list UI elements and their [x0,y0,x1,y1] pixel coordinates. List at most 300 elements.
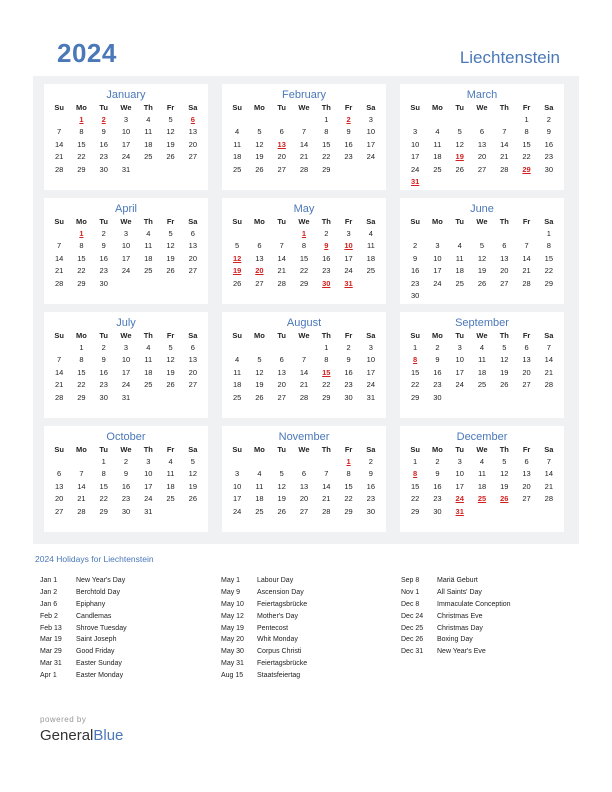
day-cell: 19 [166,139,175,149]
day-cell: 13 [188,241,198,251]
day-cell: 28 [277,278,286,288]
holiday-date: May 30 [221,648,244,656]
day-cell: 5 [257,127,262,137]
weekday-header [400,444,564,456]
day-cell: 9 [346,355,351,365]
week-row [222,367,386,379]
day-cell: 2 [101,229,106,238]
day-cell: 12 [255,367,264,377]
holiday-column [40,575,127,682]
day-cell: 19 [166,253,175,263]
day-cell [493,176,515,188]
day-cell: 10 [433,253,442,263]
day-cell: 27 [188,266,198,276]
day-cell: 22 [322,380,331,390]
holiday-date: Dec 26 [401,636,424,644]
weekday-label: Su [232,217,242,226]
week-row [400,342,564,354]
week-row [400,240,564,252]
day-cell: 6 [524,457,529,466]
weekday-header [44,330,208,342]
holiday-date: Aug 15 [221,672,244,680]
day-cell: 24 [344,266,353,276]
day-cell: 23 [121,494,131,504]
day-cell [360,278,382,290]
holiday-row [401,575,511,587]
day-cell [226,342,248,354]
weekday-label: Tu [99,217,108,226]
holiday-date: May 19 [221,624,244,632]
day-cell [182,506,204,518]
day-cell: 6 [502,241,507,251]
weekday-label: Fr [522,217,531,226]
day-cell: 31 [366,392,376,402]
holiday-name: Epiphany [76,600,106,608]
day-cell [493,392,515,404]
day-cell: 23 [544,152,554,162]
holiday-name: Good Friday [76,648,115,656]
day-cell: 14 [544,355,554,365]
day-cell: 3 [435,241,440,251]
month-name: January [106,89,146,101]
day-cell: 11 [233,367,242,377]
day-cell: 9 [346,127,351,137]
weekday-header [222,102,386,114]
weekday-label: Fr [344,331,353,340]
weekday-label: We [298,331,310,340]
holidays-title: 2024 Holidays for Liechtenstein [35,554,154,564]
month-name: November [278,431,330,443]
day-cell: 16 [433,367,442,377]
holiday-row [40,587,127,599]
day-cell: 17 [232,494,242,504]
day-cell: 13 [54,481,64,491]
holiday-name: Berchtold Day [76,588,120,596]
weekday-label: Su [232,103,242,112]
weekday-label: Tu [99,445,108,454]
day-cell: 25 [232,164,242,174]
day-cell: 24 [433,278,442,288]
month-name: December [456,431,508,443]
day-cell: 29 [410,506,420,516]
day-cell [137,278,159,290]
day-cell: 8 [546,241,551,251]
day-cell: 6 [190,115,195,124]
weekday-label: Mo [254,445,265,454]
weekday-label: Tu [455,445,464,454]
day-cell [449,228,471,240]
day-cell: 6 [57,469,62,479]
week-row [44,278,208,290]
month-august [222,312,386,418]
holiday-name: Staatsfeiertag [257,672,301,680]
month-name: October [106,431,146,443]
day-cell [471,392,493,404]
weekday-header [44,444,208,456]
holiday-row [40,658,127,670]
day-cell: 6 [479,127,485,137]
week-row [400,392,564,404]
day-cell: 19 [255,152,264,162]
day-cell: 17 [455,481,464,491]
day-cell: 20 [188,139,198,149]
day-cell [404,114,426,126]
day-cell [515,392,537,404]
holiday-row [221,634,307,646]
day-cell: 26 [166,152,175,162]
day-cell: 25 [477,380,487,390]
day-cell [137,392,159,404]
weekday-header [44,216,208,228]
day-cell: 4 [146,229,151,238]
holiday-row [401,646,511,658]
day-cell: 15 [410,367,420,377]
weekday-label: We [298,217,310,226]
day-cell: 11 [166,469,175,479]
day-cell: 17 [366,139,376,149]
day-cell: 17 [433,266,442,276]
day-cell: 1 [79,229,84,238]
day-cell: 11 [455,253,464,263]
day-cell [271,114,293,126]
day-cell [159,506,181,518]
day-cell: 30 [99,392,108,402]
day-cell: 30 [366,506,376,516]
day-cell: 30 [544,164,554,174]
day-cell: 15 [77,253,86,263]
calendar-panel [33,76,579,544]
month-june [400,198,564,304]
day-cell: 3 [413,127,418,137]
holiday-name: Whit Monday [257,636,298,644]
week-row [400,265,564,277]
day-cell: 13 [188,127,198,137]
day-cell: 16 [433,481,442,491]
day-cell: 27 [299,506,309,516]
weekday-label: Sa [188,217,198,226]
day-cell: 20 [188,367,198,377]
day-cell: 9 [435,355,440,365]
holiday-row [221,587,307,599]
day-cell: 14 [299,139,309,149]
day-cell: 7 [79,469,84,479]
day-cell: 2 [413,241,418,251]
day-cell: 25 [144,266,153,276]
holiday-name: Feiertagsbrücke [257,600,308,608]
day-cell: 24 [144,494,153,504]
weekday-label: Su [410,331,420,340]
day-cell: 11 [144,355,153,365]
day-cell: 5 [479,241,485,251]
holiday-date: Dec 25 [401,624,424,632]
holiday-date: May 20 [221,636,244,644]
day-cell [493,506,515,518]
weekday-label: Mo [254,103,265,112]
brand-part-1: General [40,727,94,744]
day-cell [271,342,293,354]
day-cell [449,114,471,126]
day-cell: 20 [522,367,531,377]
day-cell: 26 [500,380,509,390]
week-row [222,354,386,366]
day-cell: 23 [366,494,376,504]
weekday-label: Tu [277,217,286,226]
weekday-label: Th [499,217,509,226]
weekday-label: Th [321,217,331,226]
year-title: 2024 [57,38,117,68]
weekday-label: Th [143,445,153,454]
day-cell: 12 [277,481,286,491]
day-cell: 16 [410,266,420,276]
day-cell: 22 [99,494,108,504]
weekday-label: We [476,445,488,454]
holiday-name: Mariä Geburt [437,577,478,584]
holiday-date: Dec 24 [401,612,424,620]
day-cell [271,228,293,240]
weekday-header [222,330,386,342]
month-april [44,198,208,304]
week-row [400,139,564,151]
weekday-label: We [476,331,488,340]
day-cell: 15 [322,367,331,377]
week-row [400,456,564,468]
weekday-label: Th [143,103,153,112]
day-cell: 23 [410,278,420,288]
day-cell: 16 [99,139,108,149]
day-cell: 1 [79,343,84,352]
month-july [44,312,208,418]
day-cell: 10 [144,469,153,479]
weekday-label: Th [321,445,331,454]
weekday-label: Mo [432,103,443,112]
week-row [44,240,208,252]
day-cell: 5 [279,469,284,479]
week-row [400,228,564,240]
day-cell [515,228,537,240]
week-row [44,126,208,138]
day-cell: 23 [322,266,331,276]
month-february [222,84,386,190]
week-row [222,392,386,404]
day-cell: 16 [344,139,353,149]
day-cell: 28 [54,392,64,402]
day-cell: 18 [166,481,175,491]
holiday-row [221,670,307,682]
holiday-row [40,623,127,635]
day-cell: 23 [433,380,442,390]
brand-logo [40,727,123,744]
day-cell: 9 [413,253,418,263]
week-row [222,468,386,480]
day-cell [471,114,493,126]
day-cell: 9 [101,241,106,251]
week-row [400,379,564,391]
day-cell: 9 [324,241,329,251]
day-cell [48,228,70,240]
day-cell: 9 [123,469,129,479]
holiday-row [401,611,511,623]
day-cell: 8 [413,355,418,365]
day-cell [271,456,293,468]
weekday-label: Fr [522,331,531,340]
week-row [222,139,386,151]
day-cell: 9 [101,127,106,137]
day-cell: 10 [455,355,464,365]
day-cell: 4 [457,241,462,251]
day-cell: 18 [144,367,153,377]
day-cell: 23 [99,380,108,390]
day-cell: 31 [144,506,153,516]
weekday-header [222,216,386,228]
weekday-label: Su [410,217,420,226]
day-cell: 21 [299,380,309,390]
week-row [44,392,208,404]
holiday-date: Jan 6 [40,600,58,608]
weekday-label: We [298,445,310,454]
day-cell: 2 [346,343,351,352]
day-cell: 26 [455,164,464,174]
week-row [400,468,564,480]
day-cell: 19 [500,481,509,491]
day-cell [538,290,560,302]
holiday-name: Christmas Day [437,624,483,632]
day-cell: 24 [121,380,131,390]
day-cell: 7 [301,127,307,137]
day-cell: 30 [344,392,353,402]
day-cell: 2 [123,457,129,466]
day-cell [515,506,537,518]
day-cell: 29 [522,164,531,174]
weekday-label: Su [54,217,64,226]
holiday-row [40,599,127,611]
day-cell: 14 [299,367,309,377]
week-row [222,456,386,468]
day-cell: 17 [344,253,353,263]
day-cell: 15 [522,139,531,149]
day-cell: 29 [77,392,86,402]
weekday-label: Tu [455,331,464,340]
day-cell: 19 [477,266,487,276]
day-cell: 30 [99,278,108,288]
day-cell: 8 [346,469,351,479]
day-cell: 4 [146,115,151,124]
week-row [44,151,208,163]
day-cell [315,456,337,468]
day-cell: 15 [322,139,331,149]
day-cell: 12 [166,241,175,251]
weekday-label: Mo [432,445,443,454]
day-cell: 24 [410,164,420,174]
holiday-row [221,623,307,635]
day-cell: 21 [277,266,286,276]
month-november [222,426,386,532]
day-cell: 7 [524,241,529,251]
weekday-label: We [120,331,132,340]
day-cell [293,456,315,468]
day-cell: 15 [410,481,420,491]
day-cell: 22 [77,266,86,276]
holiday-date: May 12 [221,612,244,620]
week-row [44,468,208,480]
holiday-date: Feb 13 [40,624,62,632]
day-cell: 19 [255,380,264,390]
day-cell [226,228,248,240]
day-cell: 2 [346,115,351,124]
day-cell: 31 [455,506,464,516]
week-row [222,228,386,240]
day-cell [48,114,70,126]
day-cell: 29 [77,278,86,288]
day-cell: 19 [500,367,509,377]
weekday-label: Mo [432,217,443,226]
day-cell: 16 [344,367,353,377]
day-cell: 1 [301,229,307,238]
day-cell: 11 [478,355,486,365]
holiday-row [221,658,307,670]
day-cell: 20 [277,380,286,390]
day-cell: 24 [455,494,464,504]
weekday-label: Tu [277,331,286,340]
month-name: May [293,203,315,215]
month-name: February [281,89,327,101]
day-cell: 26 [166,266,175,276]
week-row [222,493,386,505]
week-row [44,506,208,518]
week-row [400,176,564,188]
day-cell [471,506,493,518]
day-cell: 31 [410,176,420,186]
holiday-row [40,634,127,646]
day-cell: 1 [79,115,84,124]
day-cell [426,176,448,188]
day-cell: 16 [544,139,554,149]
weekday-label: Su [54,103,64,112]
weekday-label: Mo [76,103,87,112]
day-cell: 16 [322,253,331,263]
weekday-label: Sa [366,103,376,112]
weekday-label: Tu [99,103,108,112]
day-cell [159,278,181,290]
day-cell: 15 [99,481,108,491]
weekday-label: Sa [188,445,198,454]
day-cell: 13 [522,355,531,365]
weekday-label: We [298,103,310,112]
holiday-row [40,670,127,682]
day-cell: 27 [277,164,286,174]
week-row [222,481,386,493]
weekday-label: Fr [344,217,353,226]
day-cell: 6 [257,241,262,251]
day-cell: 13 [500,253,509,263]
day-cell: 5 [168,229,173,238]
holiday-name: Saint Joseph [76,636,117,644]
weekday-label: Th [499,331,509,340]
weekday-label: We [120,217,132,226]
week-row [44,367,208,379]
day-cell: 31 [121,164,131,174]
weekday-label: Th [321,103,331,112]
day-cell: 29 [344,506,353,516]
day-cell [493,114,515,126]
day-cell: 14 [54,367,64,377]
week-row [222,151,386,163]
day-cell: 21 [54,266,64,276]
day-cell: 6 [190,229,195,238]
day-cell: 31 [121,392,131,402]
day-cell: 6 [524,343,529,352]
day-cell: 19 [232,266,242,276]
day-cell: 13 [277,139,286,149]
